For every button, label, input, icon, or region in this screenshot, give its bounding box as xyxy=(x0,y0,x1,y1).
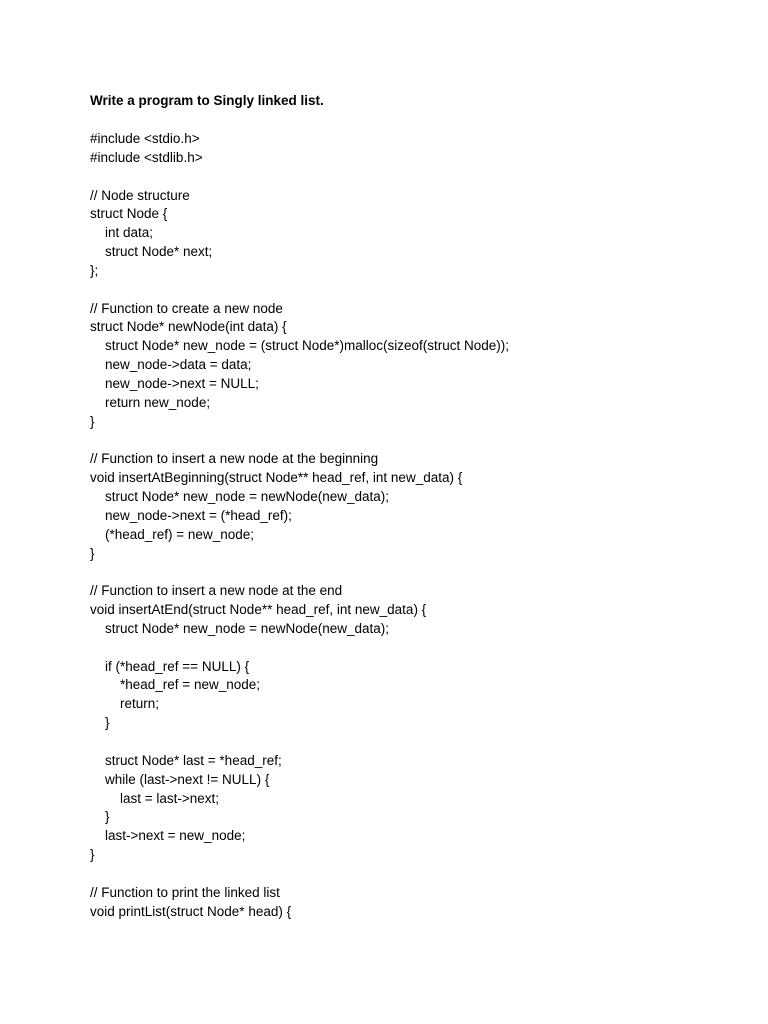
code-line: void printList(struct Node* head) { xyxy=(90,903,292,919)
code-line: // Function to print the linked list xyxy=(90,884,280,900)
code-line: *head_ref = new_node; xyxy=(90,677,260,693)
code-line: struct Node* newNode(int data) { xyxy=(90,319,287,335)
code-line: } xyxy=(90,809,110,825)
code-line xyxy=(90,432,509,451)
code-line: } xyxy=(90,545,95,561)
code-line: void insertAtBeginning(struct Node** head_ref, int new_data) { xyxy=(90,470,463,486)
code-line: void insertAtEnd(struct Node** head_ref, int new_data) { xyxy=(90,602,427,618)
code-line: } xyxy=(90,847,95,863)
code-line: new_node->next = NULL; xyxy=(90,375,259,391)
code-line: while (last->next != NULL) { xyxy=(90,771,270,787)
code-line: int data; xyxy=(90,225,154,241)
code-block xyxy=(90,130,509,921)
code-line xyxy=(90,865,509,884)
code-line: // Function to create a new node xyxy=(90,300,283,316)
code-line: struct Node { xyxy=(90,206,168,222)
code-line xyxy=(90,563,509,582)
code-line: struct Node* new_node = (struct Node*)malloc(sizeof(struct Node)); xyxy=(90,338,510,354)
code-line: new_node->next = (*head_ref); xyxy=(90,507,292,523)
code-line: new_node->data = data; xyxy=(90,357,252,373)
code-line: // Node structure xyxy=(90,187,190,203)
code-line: struct Node* last = *head_ref; xyxy=(90,752,282,768)
code-line: }; xyxy=(90,262,99,278)
code-line: last->next = new_node; xyxy=(90,828,246,844)
code-line: return new_node; xyxy=(90,394,211,410)
code-line: #include <stdlib.h> xyxy=(90,149,203,165)
code-line xyxy=(90,639,509,658)
code-line: if (*head_ref == NULL) { xyxy=(90,658,250,674)
code-line: struct Node* next; xyxy=(90,244,213,260)
code-line: #include <stdio.h> xyxy=(90,131,200,146)
code-line xyxy=(90,281,509,300)
code-line: // Function to insert a new node at the beginning xyxy=(90,451,379,467)
code-line xyxy=(90,733,509,752)
code-line: (*head_ref) = new_node; xyxy=(90,526,254,542)
code-line: // Function to insert a new node at the end xyxy=(90,583,343,599)
code-line: return; xyxy=(90,696,160,712)
code-line xyxy=(90,168,509,187)
code-line: } xyxy=(90,413,95,429)
document-title: Write a program to Singly linked list. xyxy=(90,93,324,108)
code-line: } xyxy=(90,715,110,731)
code-line: struct Node* new_node = newNode(new_data); xyxy=(90,620,390,636)
code-line: last = last->next; xyxy=(90,790,220,806)
code-line: struct Node* new_node = newNode(new_data); xyxy=(90,489,390,505)
